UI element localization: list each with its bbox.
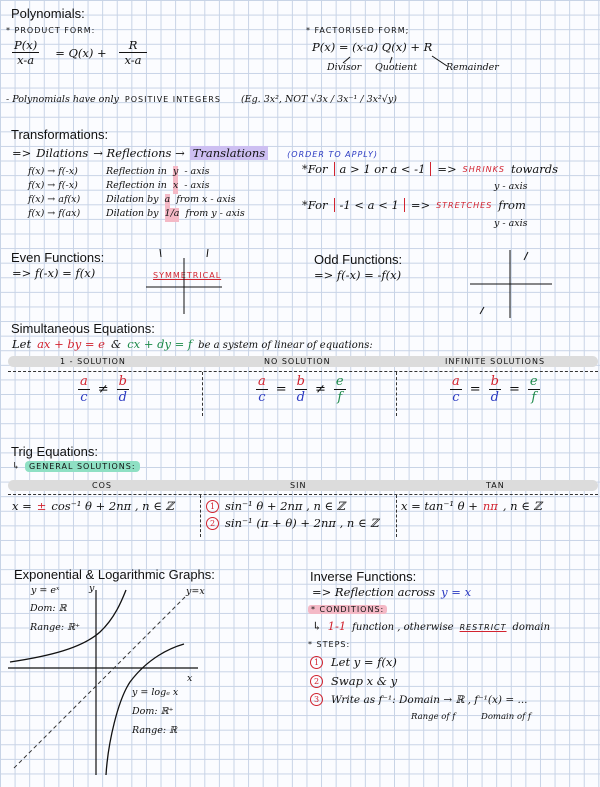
step-2-text: Swap x & y [331,674,398,688]
rule1-axis: y - axis [494,181,528,192]
sin-case-1-marker: 1 [206,500,219,513]
inverse-title: Inverse Functions: [310,569,417,584]
cos-lhs: x = [12,499,32,513]
rhs-numerator: R [119,38,148,53]
simultaneous-title: Simultaneous Equations: [11,321,155,336]
quotient-label: Quotient [375,62,418,73]
cond-mid: function , otherwise [352,622,454,633]
tan-npi: nπ [482,499,498,513]
sin-header: SIN [290,481,307,490]
order-note: (ORDER TO APPLY) [287,150,378,159]
cos-header: COS [92,481,112,490]
order-dilations: Dilations [36,146,89,160]
equation-1: ax + by = e [37,337,105,351]
rule2-condition: -1 < a < 1 [334,198,405,212]
row-mapping: f(x) → f(-x) [28,180,78,191]
tan-lhs: x = tan⁻¹ θ + [401,499,478,513]
intro-ampersand: & [110,337,122,351]
cond-arrow: ↳ [312,619,322,633]
rule2-axis: y - axis [494,218,528,229]
reflection-line: y = x [441,585,472,599]
rule1-tail: towards [511,162,559,176]
coef-d: d [490,390,499,405]
remainder-label: Remainder [446,62,499,73]
coef-c: c [80,390,88,405]
transformations-title: Transformations: [11,127,109,142]
row-description: Dilation by [106,208,159,219]
exp-range: Range: ℝ⁺ [30,622,80,633]
odd-title: Odd Functions: [314,252,403,267]
col-one-solution: 1 - SOLUTION [60,357,126,366]
rhs-denominator: x-a [124,53,142,67]
rule2-stretches: STRETCHES [436,200,493,210]
cos-rhs: cos⁻¹ θ + 2nπ , n ∈ ℤ [51,499,174,513]
reflection-text: => Reflection across [312,585,436,599]
order-arrow: => [12,146,32,160]
row-highlight: x [173,180,178,194]
intro-tail: be a system of linear of equations: [198,340,373,351]
coef-d: d [296,390,305,405]
polynomials-title: Polynomials: [11,6,85,21]
const-e: e [529,374,538,389]
rule1-arrow: => [437,162,457,176]
log-domain: Dom: ℝ⁺ [132,706,174,717]
one-to-one: 1-1 [327,619,347,633]
step-3-marker: 3 [310,693,323,706]
y-axis-label: y [89,583,95,594]
row-highlight: 1/a [165,208,180,222]
intro-let: Let [12,337,32,351]
graphs-title: Exponential & Logarithmic Graphs: [14,567,215,582]
step-1 [310,655,397,669]
factorised-form-label: * FACTORISED FORM; [306,26,410,35]
op-not-equal: ≠ [315,382,326,397]
conditions-caps: * CONDITIONS: [308,605,387,614]
op-equal: = [469,382,481,397]
sin-case-1: sin⁻¹ θ + 2nπ , n ∈ ℤ [225,499,346,513]
step-2 [310,674,397,688]
rule2-arrow: => [410,198,431,212]
sub-arrow: ↳ [12,461,20,472]
op-equal: = [275,382,287,397]
step-2-marker: 2 [310,675,323,688]
divisor-label: Divisor [327,62,362,73]
line-y-equals-x-label: y=x [186,586,205,597]
coef-c: c [452,390,460,405]
coef-b: b [296,374,305,389]
step-3 [310,693,528,706]
rule2-tail: from [498,198,526,212]
row-tail: from y - axis [185,208,245,219]
note-caps: POSITIVE INTEGERS [124,95,221,104]
even-formula: => f(-x) = f(x) [12,266,96,280]
coef-a: a [80,374,88,389]
step-3-domain-note: Domain of f [481,712,532,722]
factorised-formula: P(x) = (x-a) Q(x) + R [312,40,433,54]
odd-formula: => f(-x) = -f(x) [314,268,402,282]
steps-label: * STEPS: [308,640,351,649]
note-example: (Eg. 3x², NOT √3x / 3x⁻¹ / 3x²√y) [240,94,397,105]
note-prefix: - Polynomials have only [6,94,119,105]
sin-case-2: sin⁻¹ (π + θ) + 2nπ , n ∈ ℤ [225,516,379,530]
row-tail: - axis [184,166,210,177]
row-highlight: a [165,194,171,208]
const-f: f [337,390,343,405]
coef-a: a [258,374,266,389]
lhs-denominator: x-a [17,53,35,67]
order-reflections: → Reflections → [93,146,185,160]
even-title: Even Functions: [11,250,105,265]
coef-b: b [118,374,127,389]
const-f: f [531,390,537,405]
rule1-condition: a > 1 or a < -1 [334,162,432,176]
equation-2: cx + dy = f [127,337,193,351]
step-1-text: Let y = f(x) [331,655,397,669]
op-not-equal: ≠ [97,382,109,397]
cos-plus-minus: ± [36,499,47,513]
exp-equation: y = eˣ [31,585,60,596]
tan-header: TAN [486,481,505,490]
product-form-label: * PRODUCT FORM: [6,26,96,35]
coef-b: b [490,374,499,389]
coef-a: a [452,374,460,389]
row-mapping: f(x) → f(-x) [28,166,78,177]
col-infinite-solutions: INFINITE SOLUTIONS [445,357,546,366]
row-description: Dilation by [106,194,159,205]
trig-title: Trig Equations: [11,444,98,459]
cond-tail: domain [512,622,551,633]
product-equals: = Q(x) + [55,45,107,60]
conditions-text [312,619,550,633]
exp-domain: Dom: ℝ [30,603,67,614]
x-axis-label: x [187,673,193,684]
row-mapping: f(x) → f(ax) [28,208,81,219]
order-translations: Translations [190,146,268,160]
coef-d: d [118,390,127,405]
step-3-range-note: Range of f [411,712,456,722]
row-description: Reflection in [106,166,167,177]
rule1-prefix: *For [302,162,328,176]
row-highlight: y [173,166,178,180]
restrict-caps: RESTRICT [459,623,507,632]
step-3-text: Write as f⁻¹: Domain → ℝ , f⁻¹(x) = ... [331,693,528,706]
log-equation: y = logₑ x [132,687,179,698]
tan-tail: , n ∈ ℤ [502,499,542,513]
step-1-marker: 1 [310,656,323,669]
row-description: Reflection in [106,180,167,191]
coef-c: c [258,390,266,405]
log-range: Range: ℝ [132,725,177,736]
conditions-label [308,605,387,614]
symmetrical-note: SYMMETRICAL [153,271,222,280]
rule1-shrinks: SHRINKS [462,164,505,174]
const-e: e [335,374,344,389]
inverse-reflection [312,585,471,599]
lhs-numerator: P(x) [14,38,38,52]
row-tail: from x - axis [176,194,236,205]
op-equal: = [509,382,520,397]
col-no-solution: NO SOLUTION [264,357,331,366]
sin-case-2-marker: 2 [206,517,219,530]
row-mapping: f(x) → af(x) [28,194,81,205]
rule2-prefix: *For [302,198,328,212]
row-tail: - axis [184,180,210,191]
general-solutions-caps: GENERAL SOLUTIONS: [25,461,140,472]
